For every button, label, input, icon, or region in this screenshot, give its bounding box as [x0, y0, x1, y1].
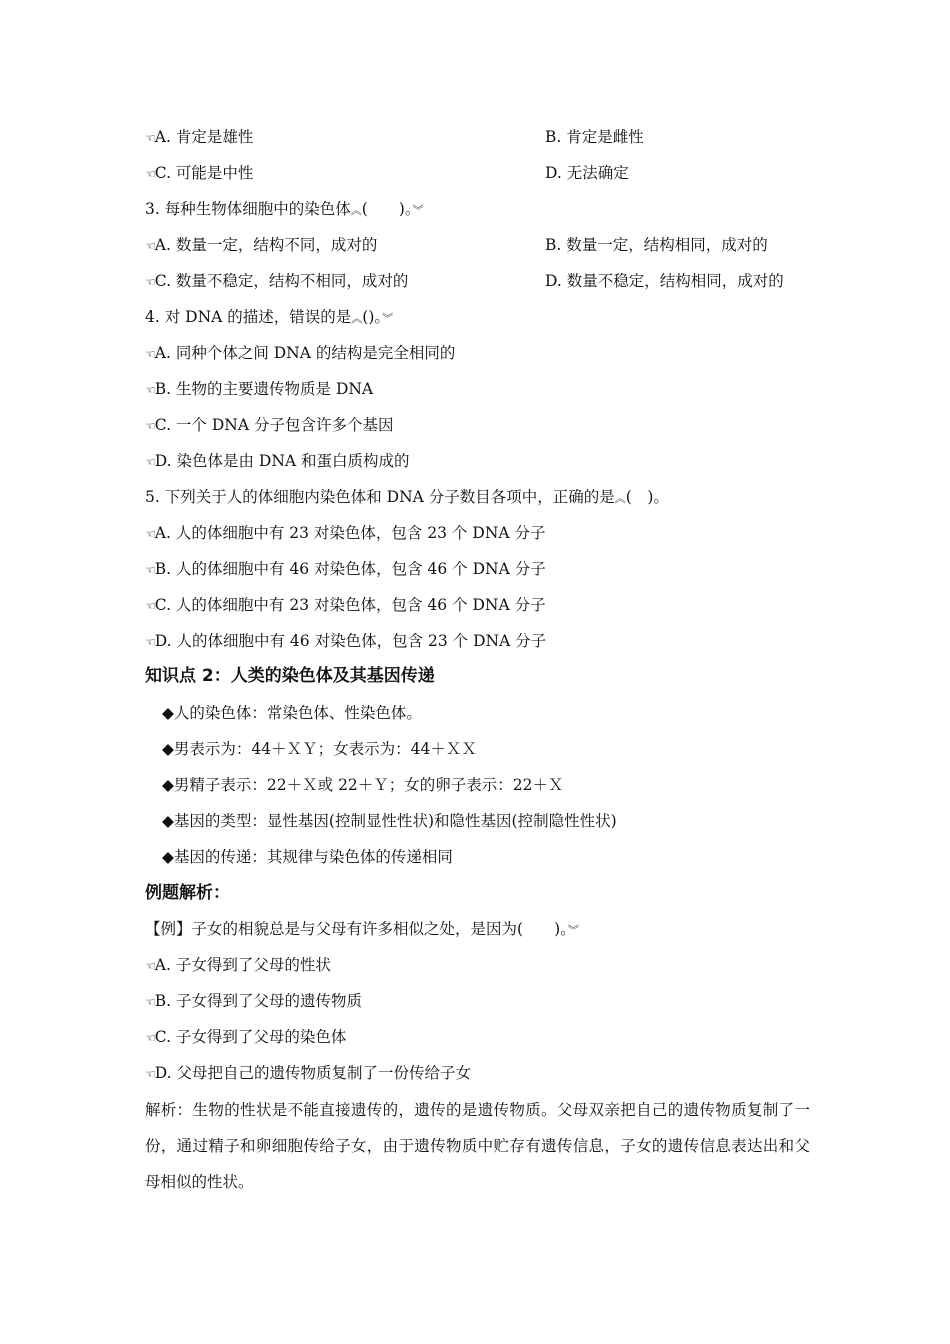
knowledge-bullet: ◆男精子表示：22＋Ｘ或 22＋Ｙ；女的卵子表示：22＋Ｘ	[162, 776, 564, 794]
q4-stem: 4. 对 DNA 的描述，错误的是︽()。︾	[145, 308, 394, 326]
hand-pointer-icon: ☜	[145, 563, 155, 577]
hand-pointer-icon: ☜	[145, 455, 155, 469]
q3-option-d[interactable]: D. 数量不稳定，结构相同，成对的	[545, 272, 784, 290]
q4-option-b[interactable]: ☜B. 生物的主要遗传物质是 DNA	[145, 380, 374, 398]
q5-option-b[interactable]: ☜B. 人的体细胞中有 46 对染色体，包含 46 个 DNA 分子	[145, 560, 546, 578]
q2-option-c[interactable]: ☜C. 可能是中性	[145, 164, 254, 182]
double-chevron-down-icon: ︾	[412, 204, 424, 217]
q4-option-a[interactable]: ☜A. 同种个体之间 DNA 的结构是完全相同的	[145, 344, 456, 362]
hand-pointer-icon: ☜	[145, 995, 155, 1009]
q2-option-b[interactable]: B. 肯定是雌性	[545, 128, 644, 146]
q5-option-a[interactable]: ☜A. 人的体细胞中有 23 对染色体，包含 23 个 DNA 分子	[145, 524, 546, 542]
hand-pointer-icon: ☜	[145, 959, 155, 973]
q4-option-c[interactable]: ☜C. 一个 DNA 分子包含许多个基因	[145, 416, 394, 434]
hand-pointer-icon: ☜	[145, 1031, 155, 1045]
hand-pointer-icon: ☜	[145, 599, 155, 613]
q3-option-b[interactable]: B. 数量一定，结构相同，成对的	[545, 236, 768, 254]
hand-pointer-icon: ☜	[145, 167, 155, 181]
hand-pointer-icon: ☜	[145, 635, 155, 649]
q2-option-a[interactable]: ☜A. 肯定是雄性	[145, 128, 254, 146]
double-chevron-down-icon: ︾	[382, 312, 394, 325]
q3-option-a[interactable]: ☜A. 数量一定，结构不同，成对的	[145, 236, 378, 254]
section-heading-example: 例题解析：	[145, 883, 230, 903]
hand-pointer-icon: ☜	[145, 275, 155, 289]
knowledge-bullet: ◆人的染色体：常染色体、性染色体。	[162, 704, 422, 722]
hand-pointer-icon: ☜	[145, 383, 155, 397]
hand-pointer-icon: ☜	[145, 239, 155, 253]
example-stem: 【例】子女的相貌总是与父母有许多相似之处，是因为( )。︾	[145, 920, 579, 938]
hand-pointer-icon: ☜	[145, 347, 155, 361]
double-caret-up-icon: ︽	[350, 204, 362, 217]
q3-stem: 3. 每种生物体细胞中的染色体︽( )。︾	[145, 200, 424, 218]
hand-pointer-icon: ☜	[145, 131, 155, 145]
hand-pointer-icon: ☜	[145, 419, 155, 433]
q3-option-c[interactable]: ☜C. 数量不稳定，结构不相同，成对的	[145, 272, 409, 290]
q4-option-d[interactable]: ☜D. 染色体是由 DNA 和蛋白质构成的	[145, 452, 410, 470]
q5-stem: 5. 下列关于人的体细胞内染色体和 DNA 分子数目各项中，正确的是︽( )。	[145, 488, 669, 506]
knowledge-bullet: ◆男表示为：44＋ＸＹ；女表示为：44＋ＸＸ	[162, 740, 477, 758]
example-option-a[interactable]: ☜A. 子女得到了父母的性状	[145, 956, 331, 974]
q2-option-d[interactable]: D. 无法确定	[545, 164, 629, 182]
double-caret-up-icon: ︽	[351, 312, 363, 325]
example-option-b[interactable]: ☜B. 子女得到了父母的遗传物质	[145, 992, 363, 1010]
hand-pointer-icon: ☜	[145, 527, 155, 541]
knowledge-bullet: ◆基因的类型：显性基因(控制显性性状)和隐性基因(控制隐性性状)	[162, 812, 617, 830]
example-option-c[interactable]: ☜C. 子女得到了父母的染色体	[145, 1028, 347, 1046]
knowledge-bullet: ◆基因的传递：其规律与染色体的传递相同	[162, 848, 453, 866]
example-option-d[interactable]: ☜D. 父母把自己的遗传物质复制了一份传给子女	[145, 1064, 471, 1082]
section-heading-knowledge-2: 知识点 2：人类的染色体及其基因传递	[145, 666, 435, 686]
double-chevron-down-icon: ︾	[567, 924, 579, 937]
double-caret-up-icon: ︽	[614, 492, 626, 505]
example-analysis: 解析：生物的性状是不能直接遗传的，遗传的是遗传物质。父母双亲把自己的遗传物质复制了一份，通过精子和卵细胞传给子女，由于遗传物质中贮存有遗传信息，子女的遗传信息表达出和父母相似的性状。	[145, 1101, 810, 1191]
hand-pointer-icon: ☜	[145, 1067, 155, 1081]
q5-option-c[interactable]: ☜C. 人的体细胞中有 23 对染色体，包含 46 个 DNA 分子	[145, 596, 546, 614]
q5-option-d[interactable]: ☜D. 人的体细胞中有 46 对染色体，包含 23 个 DNA 分子	[145, 632, 547, 650]
